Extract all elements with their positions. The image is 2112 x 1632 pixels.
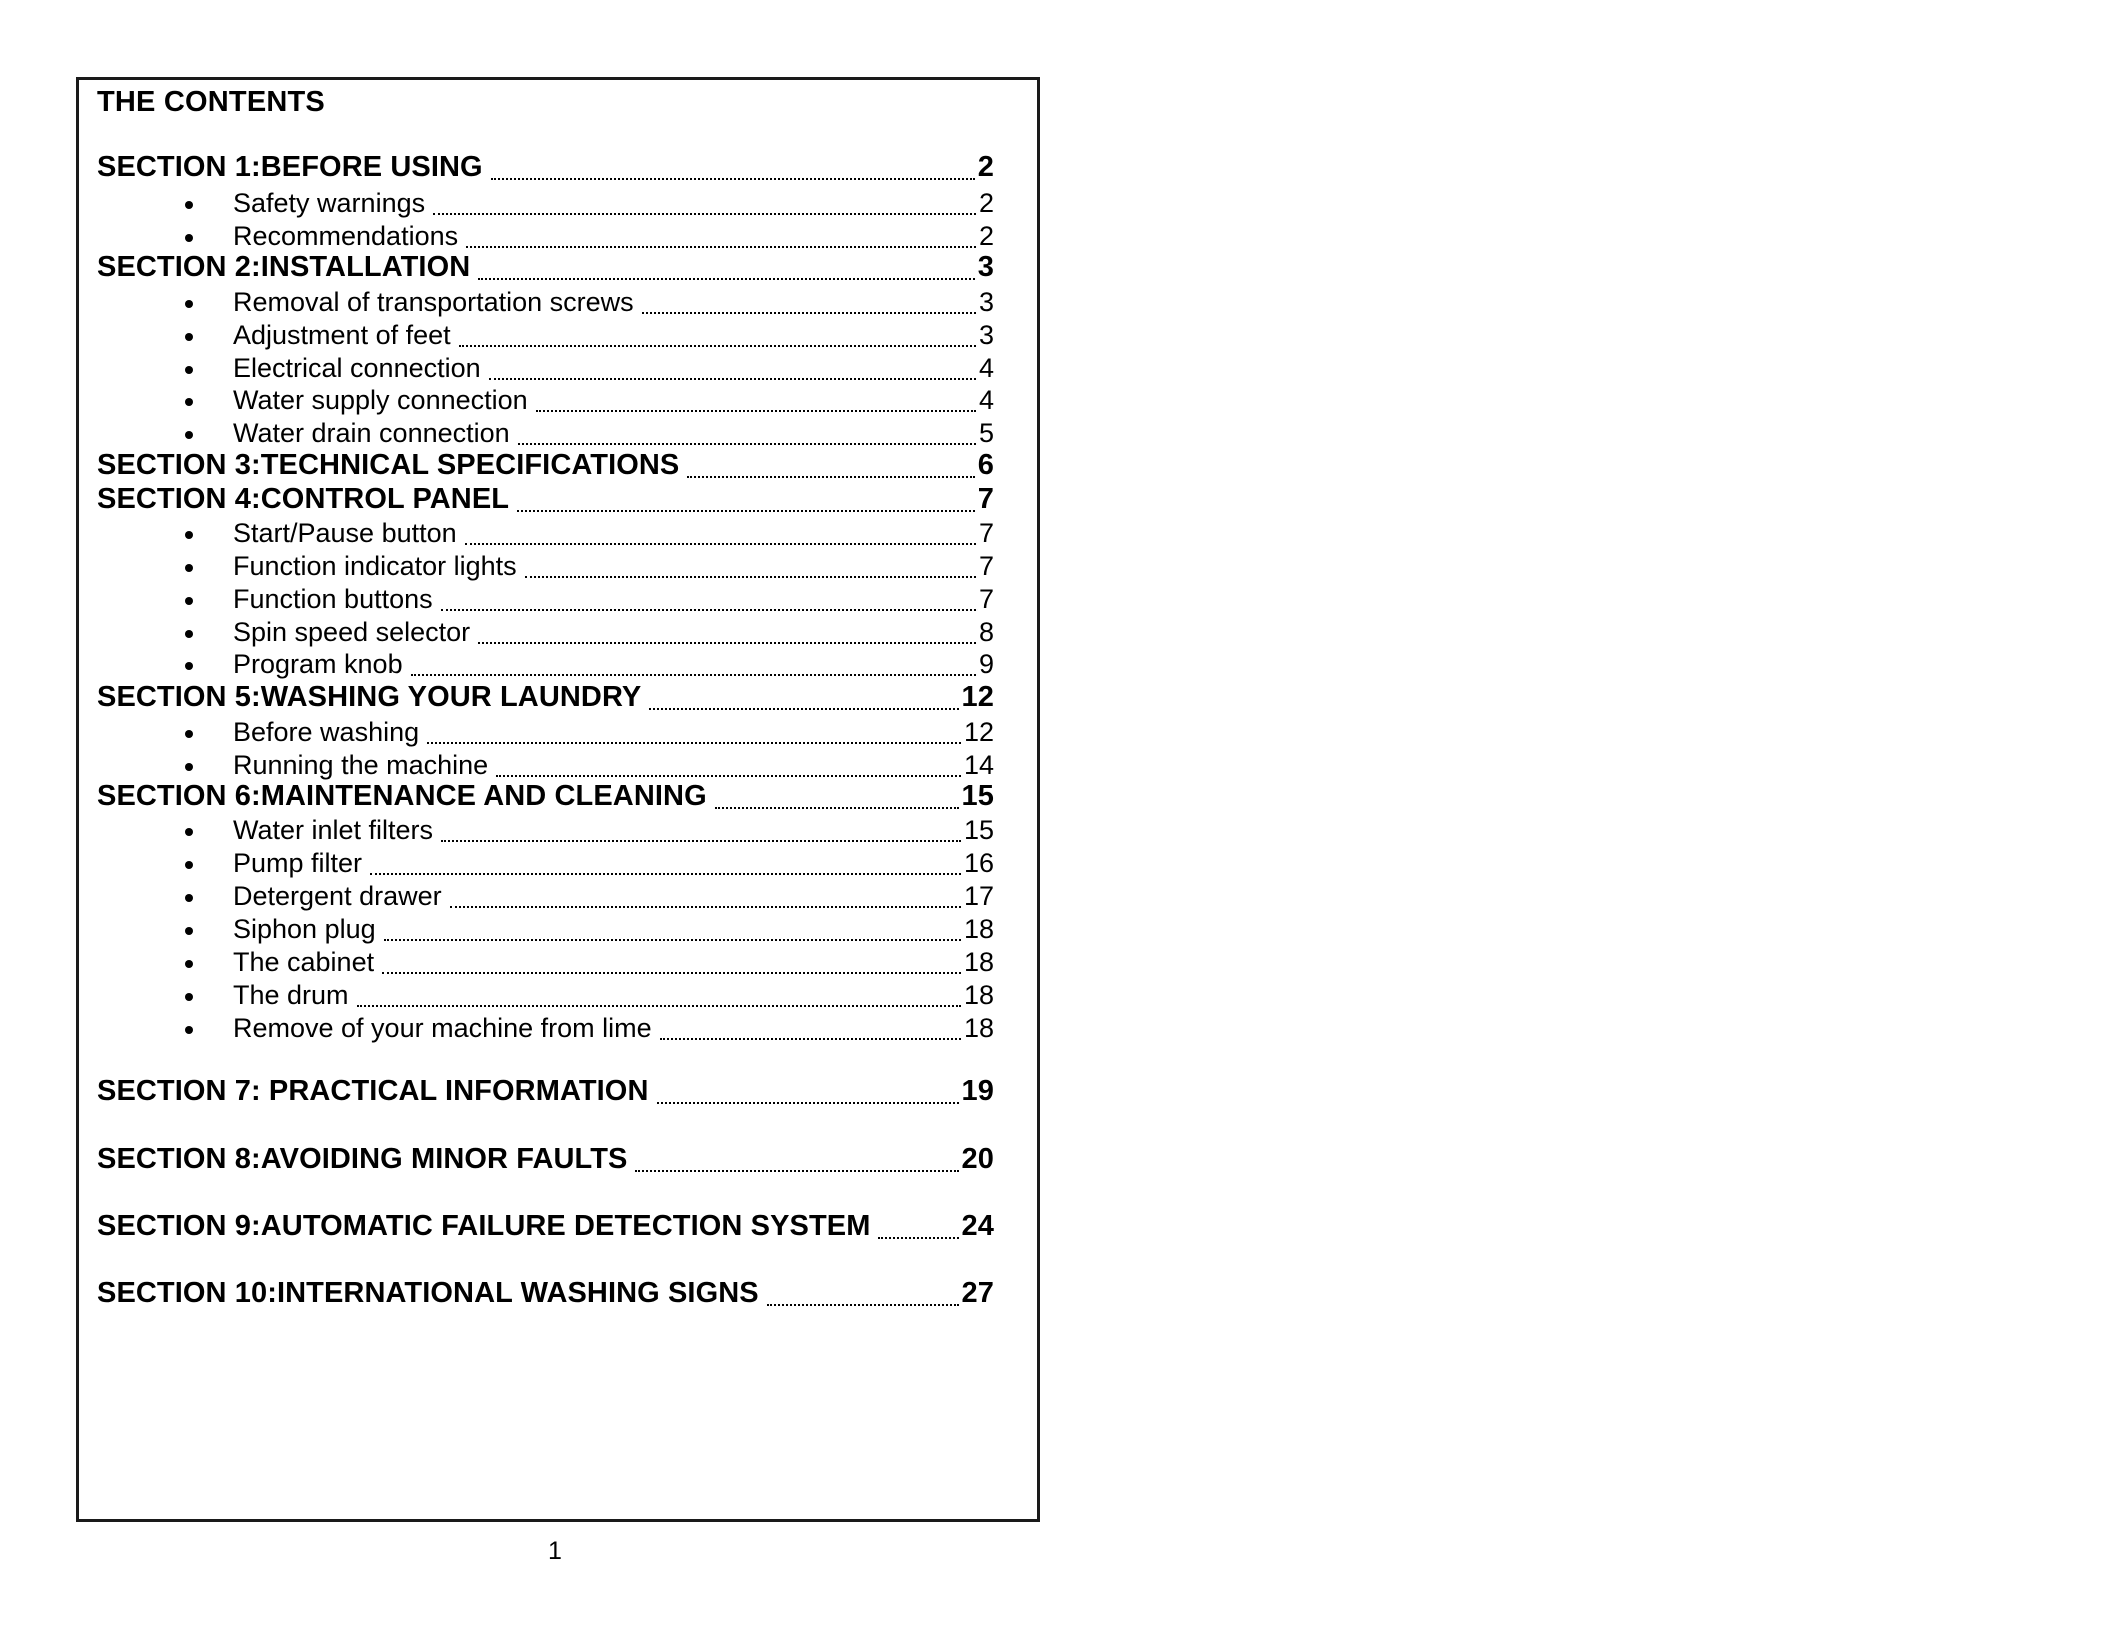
bullet-area [97, 581, 233, 615]
toc-entry-page: 12 [963, 717, 994, 747]
toc-entry-page: 18 [963, 980, 994, 1010]
toc-entry-page: 24 [961, 1210, 994, 1242]
dotted-leader [657, 1101, 959, 1104]
toc-entry-page: 20 [961, 1143, 994, 1175]
toc-entry-page: 16 [963, 848, 994, 878]
toc-entry-label: SECTION 5:WASHING YOUR LAUNDRY [97, 681, 642, 713]
bullet-area [97, 878, 233, 912]
dotted-leader [465, 542, 976, 545]
toc-entry-label: SECTION 1:BEFORE USING [97, 151, 483, 183]
toc-entry-label: SECTION 4:CONTROL PANEL [97, 483, 510, 515]
dotted-leader [466, 245, 976, 248]
toc-entry-page: 27 [961, 1277, 994, 1309]
toc-item-row [97, 284, 994, 318]
toc-entry-page: 3 [978, 320, 994, 350]
bullet-area [97, 646, 233, 680]
bullet-icon [185, 234, 193, 242]
dotted-leader [525, 575, 976, 578]
toc-entry-label: SECTION 8:AVOIDING MINOR FAULTS [97, 1143, 628, 1175]
dotted-leader [491, 177, 975, 180]
bullet-icon [185, 630, 193, 638]
contents-title: THE CONTENTS [97, 86, 325, 118]
bullet-icon [185, 333, 193, 341]
toc-section-row [97, 250, 994, 284]
toc-item-row [97, 1010, 994, 1044]
toc-entry-label: The drum [233, 980, 349, 1010]
toc-entry-label: SECTION 3:TECHNICAL SPECIFICATIONS [97, 449, 680, 481]
toc-entry-page: 18 [963, 947, 994, 977]
dotted-leader [687, 475, 974, 478]
toc-entry-label: The cabinet [233, 947, 375, 977]
toc-entry-label: Spin speed selector [233, 617, 471, 647]
toc-entry-label: Pump filter [233, 848, 363, 878]
dotted-leader [370, 872, 961, 875]
bullet-icon [185, 398, 193, 406]
toc-entry-label: Function indicator lights [233, 551, 517, 581]
toc-entry-page: 2 [977, 151, 994, 183]
toc-entry-page: 4 [978, 353, 994, 383]
dotted-leader [649, 707, 958, 710]
dotted-leader [518, 442, 976, 445]
toc-entry-label: Before washing [233, 717, 420, 747]
dotted-leader [433, 212, 976, 215]
bullet-area [97, 317, 233, 351]
bullet-icon [185, 763, 193, 771]
toc-entry-label: Siphon plug [233, 914, 376, 944]
toc-entry-label: SECTION 10:INTERNATIONAL WASHING SIGNS [97, 1277, 759, 1309]
toc-item-row [97, 646, 994, 680]
toc-item-row [97, 415, 994, 449]
toc-section-row [97, 482, 994, 516]
bullet-area [97, 944, 233, 978]
bullet-area [97, 911, 233, 945]
bullet-icon [185, 828, 193, 836]
toc-entry-page: 2 [978, 188, 994, 218]
toc-entry-label: Function buttons [233, 584, 433, 614]
toc-entry-page: 18 [963, 914, 994, 944]
bullet-area [97, 218, 233, 252]
toc-entry-page: 3 [977, 251, 994, 283]
bullet-area [97, 1010, 233, 1044]
toc-item-row [97, 382, 994, 416]
bullet-icon [185, 861, 193, 869]
dotted-leader [715, 806, 959, 809]
toc-item-row [97, 548, 994, 582]
toc-entry-page: 15 [961, 780, 994, 812]
toc-item-row [97, 350, 994, 384]
toc-entry-page: 19 [961, 1075, 994, 1107]
dotted-leader [878, 1236, 958, 1239]
toc-item-row [97, 944, 994, 978]
toc-item-row [97, 218, 994, 252]
toc-section-row [97, 779, 994, 813]
dotted-leader [450, 905, 961, 908]
dotted-leader [478, 641, 976, 644]
dotted-leader [411, 673, 976, 676]
bullet-area [97, 747, 233, 781]
bullet-area [97, 382, 233, 416]
bullet-area [97, 185, 233, 219]
toc-item-row [97, 812, 994, 846]
bullet-icon [185, 431, 193, 439]
toc-entry-label: Electrical connection [233, 353, 481, 383]
dotted-leader [517, 509, 975, 512]
toc-entry-label: Adjustment of feet [233, 320, 451, 350]
bullet-icon [185, 564, 193, 572]
toc-entry-page: 8 [978, 617, 994, 647]
bullet-area [97, 515, 233, 549]
toc-entry-page: 6 [977, 449, 994, 481]
bullet-area [97, 548, 233, 582]
dotted-leader [767, 1303, 959, 1306]
dotted-leader [536, 409, 976, 412]
toc-entry-label: SECTION 9:AUTOMATIC FAILURE DETECTION SYSTEM [97, 1210, 871, 1242]
toc-entry-label: Water supply connection [233, 385, 528, 415]
toc-entry-page: 18 [963, 1013, 994, 1043]
dotted-leader [382, 971, 961, 974]
bullet-icon [185, 730, 193, 738]
bullet-icon [185, 201, 193, 209]
bullet-icon [185, 597, 193, 605]
toc-entry-label: Safety warnings [233, 188, 426, 218]
bullet-area [97, 350, 233, 384]
toc-item-row [97, 845, 994, 879]
toc-item-row [97, 747, 994, 781]
toc-entry-label: Remove of your machine from lime [233, 1013, 652, 1043]
bullet-icon [185, 1026, 193, 1034]
toc-entry-label: SECTION 7: PRACTICAL INFORMATION [97, 1075, 649, 1107]
toc-item-row [97, 878, 994, 912]
bullet-icon [185, 894, 193, 902]
bullet-icon [185, 662, 193, 670]
bullet-area [97, 812, 233, 846]
toc-entry-page: 9 [978, 649, 994, 679]
dotted-leader [660, 1037, 961, 1040]
dotted-leader [384, 938, 961, 941]
dotted-leader [496, 774, 961, 777]
dotted-leader [635, 1169, 958, 1172]
dotted-leader [478, 277, 974, 280]
bullet-area [97, 614, 233, 648]
toc-entry-label: Start/Pause button [233, 518, 457, 548]
toc-item-row [97, 317, 994, 351]
toc-entry-page: 2 [978, 221, 994, 251]
toc-item-row [97, 185, 994, 219]
toc-item-row [97, 614, 994, 648]
toc-section-row [97, 1209, 994, 1243]
bullet-area [97, 714, 233, 748]
bullet-area [97, 845, 233, 879]
toc-item-row [97, 911, 994, 945]
bullet-icon [185, 993, 193, 1001]
toc-entry-label: Running the machine [233, 750, 489, 780]
page-number: 1 [548, 1537, 562, 1565]
toc-entry-page: 3 [978, 287, 994, 317]
toc-item-row [97, 714, 994, 748]
toc-section-row [97, 1142, 994, 1176]
toc-section-row [97, 150, 994, 184]
toc-entry-page: 12 [961, 681, 994, 713]
dotted-leader [489, 377, 976, 380]
toc-entry-page: 17 [963, 881, 994, 911]
dotted-leader [459, 344, 976, 347]
toc-entry-page: 14 [963, 750, 994, 780]
dotted-leader [642, 311, 976, 314]
bullet-icon [185, 927, 193, 935]
toc-entry-page: 7 [978, 518, 994, 548]
toc-entry-label: Removal of transportation screws [233, 287, 634, 317]
toc-entry-page: 7 [978, 584, 994, 614]
toc-entry-page: 15 [963, 815, 994, 845]
bullet-icon [185, 366, 193, 374]
toc-section-row [97, 1276, 994, 1310]
toc-section-row [97, 1074, 994, 1108]
toc-entry-page: 4 [978, 385, 994, 415]
toc-entry-label: Recommendations [233, 221, 459, 251]
toc-entry-label: Water drain connection [233, 418, 510, 448]
toc-entry-label: SECTION 6:MAINTENANCE AND CLEANING [97, 780, 707, 812]
toc-entry-label: Detergent drawer [233, 881, 442, 911]
toc-item-row [97, 515, 994, 549]
bullet-icon [185, 300, 193, 308]
toc-item-row [97, 581, 994, 615]
dotted-leader [441, 839, 961, 842]
toc-item-row [97, 977, 994, 1011]
toc-entry-label: Program knob [233, 649, 403, 679]
toc-entry-page: 5 [978, 418, 994, 448]
bullet-icon [185, 531, 193, 539]
toc-entry-label: SECTION 2:INSTALLATION [97, 251, 471, 283]
toc-section-row [97, 448, 994, 482]
toc-entry-page: 7 [978, 551, 994, 581]
bullet-area [97, 284, 233, 318]
toc-entry-page: 7 [977, 483, 994, 515]
bullet-area [97, 415, 233, 449]
bullet-area [97, 977, 233, 1011]
dotted-leader [441, 608, 976, 611]
dotted-leader [357, 1004, 961, 1007]
toc-entry-label: Water inlet filters [233, 815, 434, 845]
dotted-leader [427, 741, 961, 744]
toc-section-row [97, 680, 994, 714]
bullet-icon [185, 960, 193, 968]
